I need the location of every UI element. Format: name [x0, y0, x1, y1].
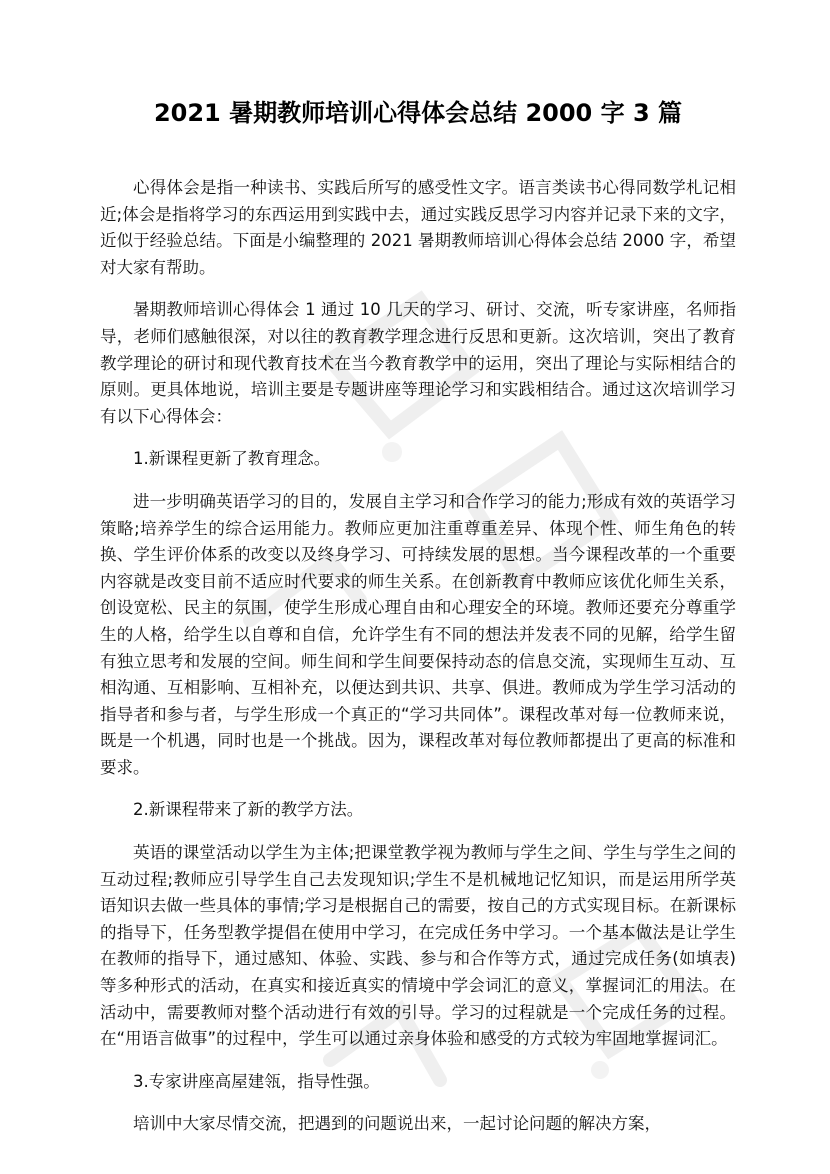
body-paragraph-3: 英语的课堂活动以学生为主体;把课堂教学视为教师与学生之间、学生与学生之间的互动过程;教师应引导学生自己去发现知识;学生不是机械地记忆知识，而是运用所学英语知识去做一些具体的事情;学习是根据自己的需要，按自己的方式实现目标。在新课标的指导下，任务型教学提倡在使用中学习，在完成任务中学习。一个基本做法是让学生在教师的指导下，通过感知、体验、实践、参与和合作等方式，通过完成任务(如填表)等多种形式的活动，在真实和接近真实的情境中学会词汇的意义，掌握词汇的用法。在活动中，需要教师对整个活动进行有效的引导。学习的过程就是一个完成任务的过程。在“用语言做事”的过程中，学生可以通过亲身体验和感受的方式较为牢固地掌握词汇。	[100, 843, 736, 1049]
body-paragraph-2: 进一步明确英语学习的目的，发展自主学习和合作学习的能力;形成有效的英语学习策略;培养学生的综合运用能力。教师应更加注重尊重差异、体现个性、师生角色的转换、学生评价体系的改变以及终身学习、可持续发展的思想。当今课程改革的一个重要内容就是改变目前不适应时代要求的师生关系。在创新教育中教师应该优化师生关系，创设宽松、民主的氛围，使学生形成心理自由和心理安全的环境。教师还要充分尊重学生的人格，给学生以自尊和自信，允许学生有不同的想法并发表不同的见解，给学生留有独立思考和发展的空间。师生间和学生间要保持动态的信息交流，实现师生互动、互相沟通、互相影响、互相补充，以便达到共识、共享、俱进。教师成为学生学习活动的指导者和参与者，与学生形成一个真正的“学习共同体”。课程改革对每一位教师来说，既是一个机遇，同时也是一个挑战。因为，课程改革对每位教师都提出了更高的标准和要求。	[100, 491, 736, 777]
document-content	[100, 96, 736, 1138]
section-heading-1: 1.新课程更新了教育理念。	[133, 449, 331, 469]
section-heading-3: 3.专家讲座高屋建瓴，指导性强。	[133, 1071, 380, 1091]
section-heading-2: 2.新课程带来了新的教学方法。	[133, 800, 364, 820]
document-title: 2021 暑期教师培训心得体会总结 2000 字 3 篇	[153, 99, 683, 127]
body-paragraph-4: 培训中大家尽情交流，把遇到的问题说出来，一起讨论问题的解决方案，	[133, 1114, 661, 1134]
intro-paragraph: 心得体会是指一种读书、实践后所写的感受性文字。语言类读书心得同数学札记相近;体会是指将学习的东西运用到实践中去，通过实践反思学习内容并记录下来的文字，近似于经验总结。下面是小编整理的 2021 暑期教师培训心得体会总结 2000 字，希望对大家有帮助。	[100, 178, 736, 277]
body-paragraph-1: 暑期教师培训心得体会 1 通过 10 几天的学习、研讨、交流，听专家讲座，名师指导，老师们感触很深，对以往的教育教学理念进行反思和更新。这次培训，突出了教育教学理论的研讨和现代教育技术在当今教育教学中的运用，突出了理论与实际相结合的原则。更具体地说，培训主要是专题讲座等理论学习和实践相结合。通过这次培训学习有以下心得体会：	[100, 300, 736, 426]
